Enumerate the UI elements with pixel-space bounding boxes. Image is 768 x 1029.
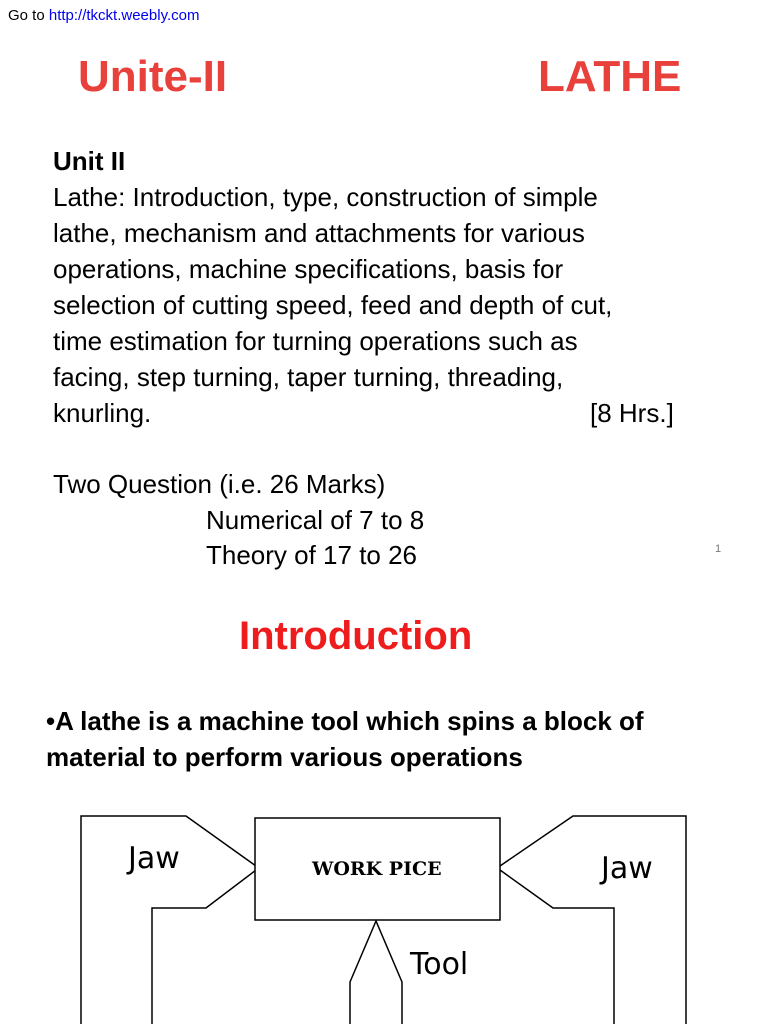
work-piece-label: WORK PICE [312, 858, 442, 880]
syllabus-line: knurling. [53, 398, 152, 428]
jaw-right-label: Jaw [601, 851, 653, 886]
unit-heading: Unit II [53, 146, 126, 176]
syllabus-line: selection of cutting speed, feed and depth of cut, [53, 290, 613, 320]
lathe-definition [46, 703, 756, 775]
syllabus-line: facing, step turning, taper turning, threading, [53, 362, 564, 392]
syllabus-line: operations, machine specifications, basis for [53, 254, 564, 284]
jaw-left-label: Jaw [128, 841, 180, 876]
goto-prefix: Go to [8, 7, 49, 24]
introduction-heading: Introduction [239, 614, 473, 658]
lathe-diagram [0, 800, 768, 1024]
page-number: 1 [715, 543, 722, 555]
title-unite: Unite-II [78, 52, 228, 101]
hours-label: [8 Hrs.] [590, 398, 674, 428]
tool-shape [350, 921, 402, 1024]
questions-theory: Theory of 17 to 26 [206, 540, 418, 570]
syllabus-line: Lathe: Introduction, type, construction of simple [53, 182, 598, 212]
syllabus-line: time estimation for turning operations such as [53, 326, 578, 356]
syllabus-line: lathe, mechanism and attachments for various [53, 218, 585, 248]
definition-line: •A lathe is a machine tool which spins a block of [46, 706, 644, 736]
definition-line: material to perform various operations [46, 742, 523, 772]
unit-syllabus [53, 143, 733, 431]
questions-main: Two Question (i.e. 26 Marks) [53, 469, 386, 499]
goto-link[interactable]: http://tkckt.weebly.com [48, 7, 200, 24]
tool-label: Tool [410, 947, 469, 982]
right-jaw-shape [500, 816, 686, 1024]
goto-line [8, 7, 199, 25]
questions-numerical: Numerical of 7 to 8 [206, 505, 425, 535]
title-lathe: LATHE [538, 52, 682, 101]
